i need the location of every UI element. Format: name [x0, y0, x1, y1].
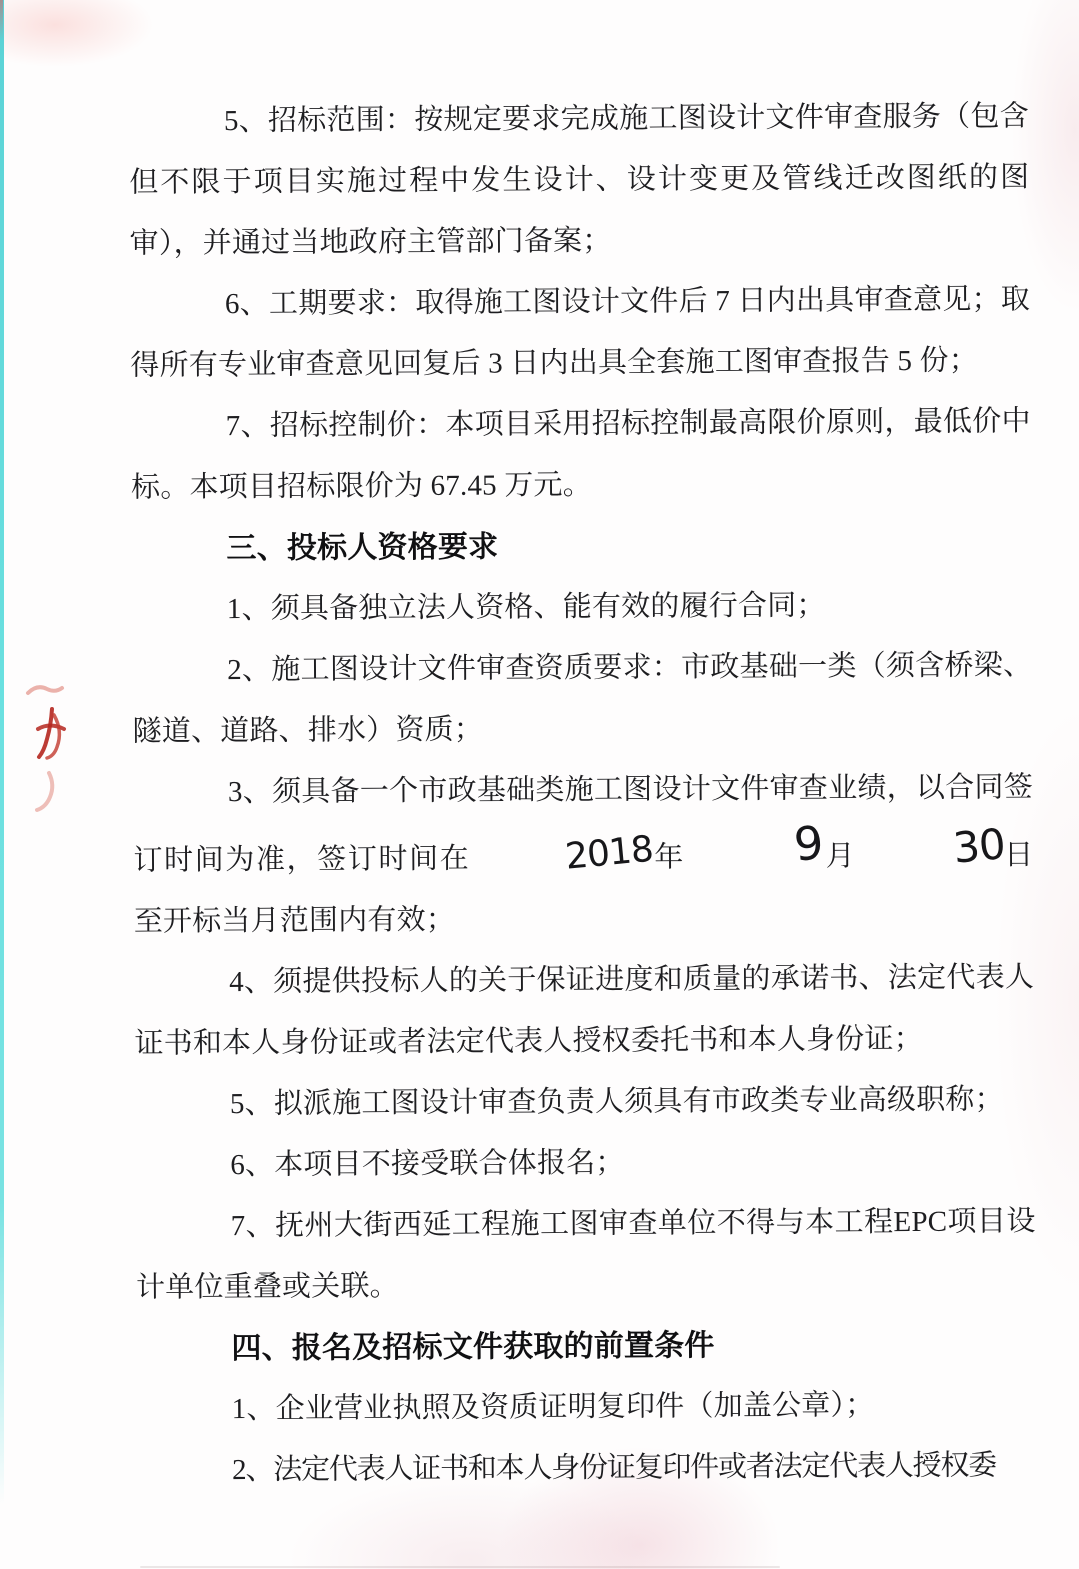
- year-unit-label: 年: [652, 841, 686, 874]
- bottom-edge-shadow: [140, 1566, 780, 1568]
- paragraph-qualification-7: 7、抚州大街西延工程施工图审查单位不得与本工程EPC项目设计单位重叠或关联。: [135, 1205, 1036, 1304]
- handwritten-year: 2018: [563, 828, 655, 878]
- paragraph-item-6-schedule: 6、工期要求：取得施工图设计文件后 7 日内出具审查意见；取得所有专业审查意见回复后 3 日内出具全套施工图审查报告 5 份；: [130, 283, 1031, 382]
- handwritten-month: 9: [791, 815, 825, 872]
- heading-section-3-bidder-qualifications: 三、投标人资格要求: [226, 530, 499, 566]
- red-pen-scribble-icon: [16, 665, 86, 830]
- paragraph-qualification-4: 4、须提供投标人的关于保证进度和质量的承诺书、法定代表人证书和本人身份证或者法定代表人授权委托书和本人身份证；: [134, 961, 1035, 1060]
- paragraph-qualification-1: 1、须具备独立法人资格、能有效的履行合同；: [226, 589, 826, 626]
- paragraph-qualification-3-with-handwritten-date: [133, 757, 1034, 952]
- heading-section-4-registration-prerequisites: 四、报名及招标文件获取的前置条件: [231, 1329, 715, 1366]
- paragraph-prerequisite-1: 1、企业营业执照及资质证明复印件（加盖公章）；: [231, 1389, 875, 1426]
- document-text-block: [129, 86, 1038, 1501]
- month-unit-label: 月: [824, 840, 857, 873]
- scan-edge-artifact: [0, 0, 4, 1505]
- printed-text-after-date: 日至开标当月范围内有效；: [133, 839, 1034, 938]
- paragraph-item-5-scope: 5、招标范围：按规定要求完成施工图设计文件审查服务（包含但不限于项目实施过程中发生设计、设计变更及管线迁改图纸的图审），并通过当地政府主管部门备案；: [129, 100, 1030, 260]
- paragraph-qualification-2: 2、施工图设计文件审查资质要求：市政基础一类（须含桥梁、隧道、道路、排水）资质；: [132, 649, 1033, 748]
- printed-text-before-date: 3、须具备一个市政基础类施工图设计文件审查业绩，以合同签订时间为准，签订时间在: [133, 771, 1034, 877]
- paragraph-item-7-price-cap: 7、招标控制价：本项目采用招标控制最高限价原则，最低价中标。本项目招标限价为 67.45 万元。: [131, 405, 1031, 504]
- paragraph-qualification-5: 5、拟派施工图设计审查负责人须具有市政类专业高级职称；: [229, 1083, 1004, 1121]
- handwritten-day: 30: [950, 819, 1007, 873]
- corner-smudge: [0, 0, 3, 40]
- paragraph-qualification-6: 6、本项目不接受联合体报名；: [230, 1146, 625, 1182]
- paragraph-prerequisite-2-truncated: 2、法定代表人证书和本人身份证复印件或者法定代表人授权委: [232, 1449, 997, 1487]
